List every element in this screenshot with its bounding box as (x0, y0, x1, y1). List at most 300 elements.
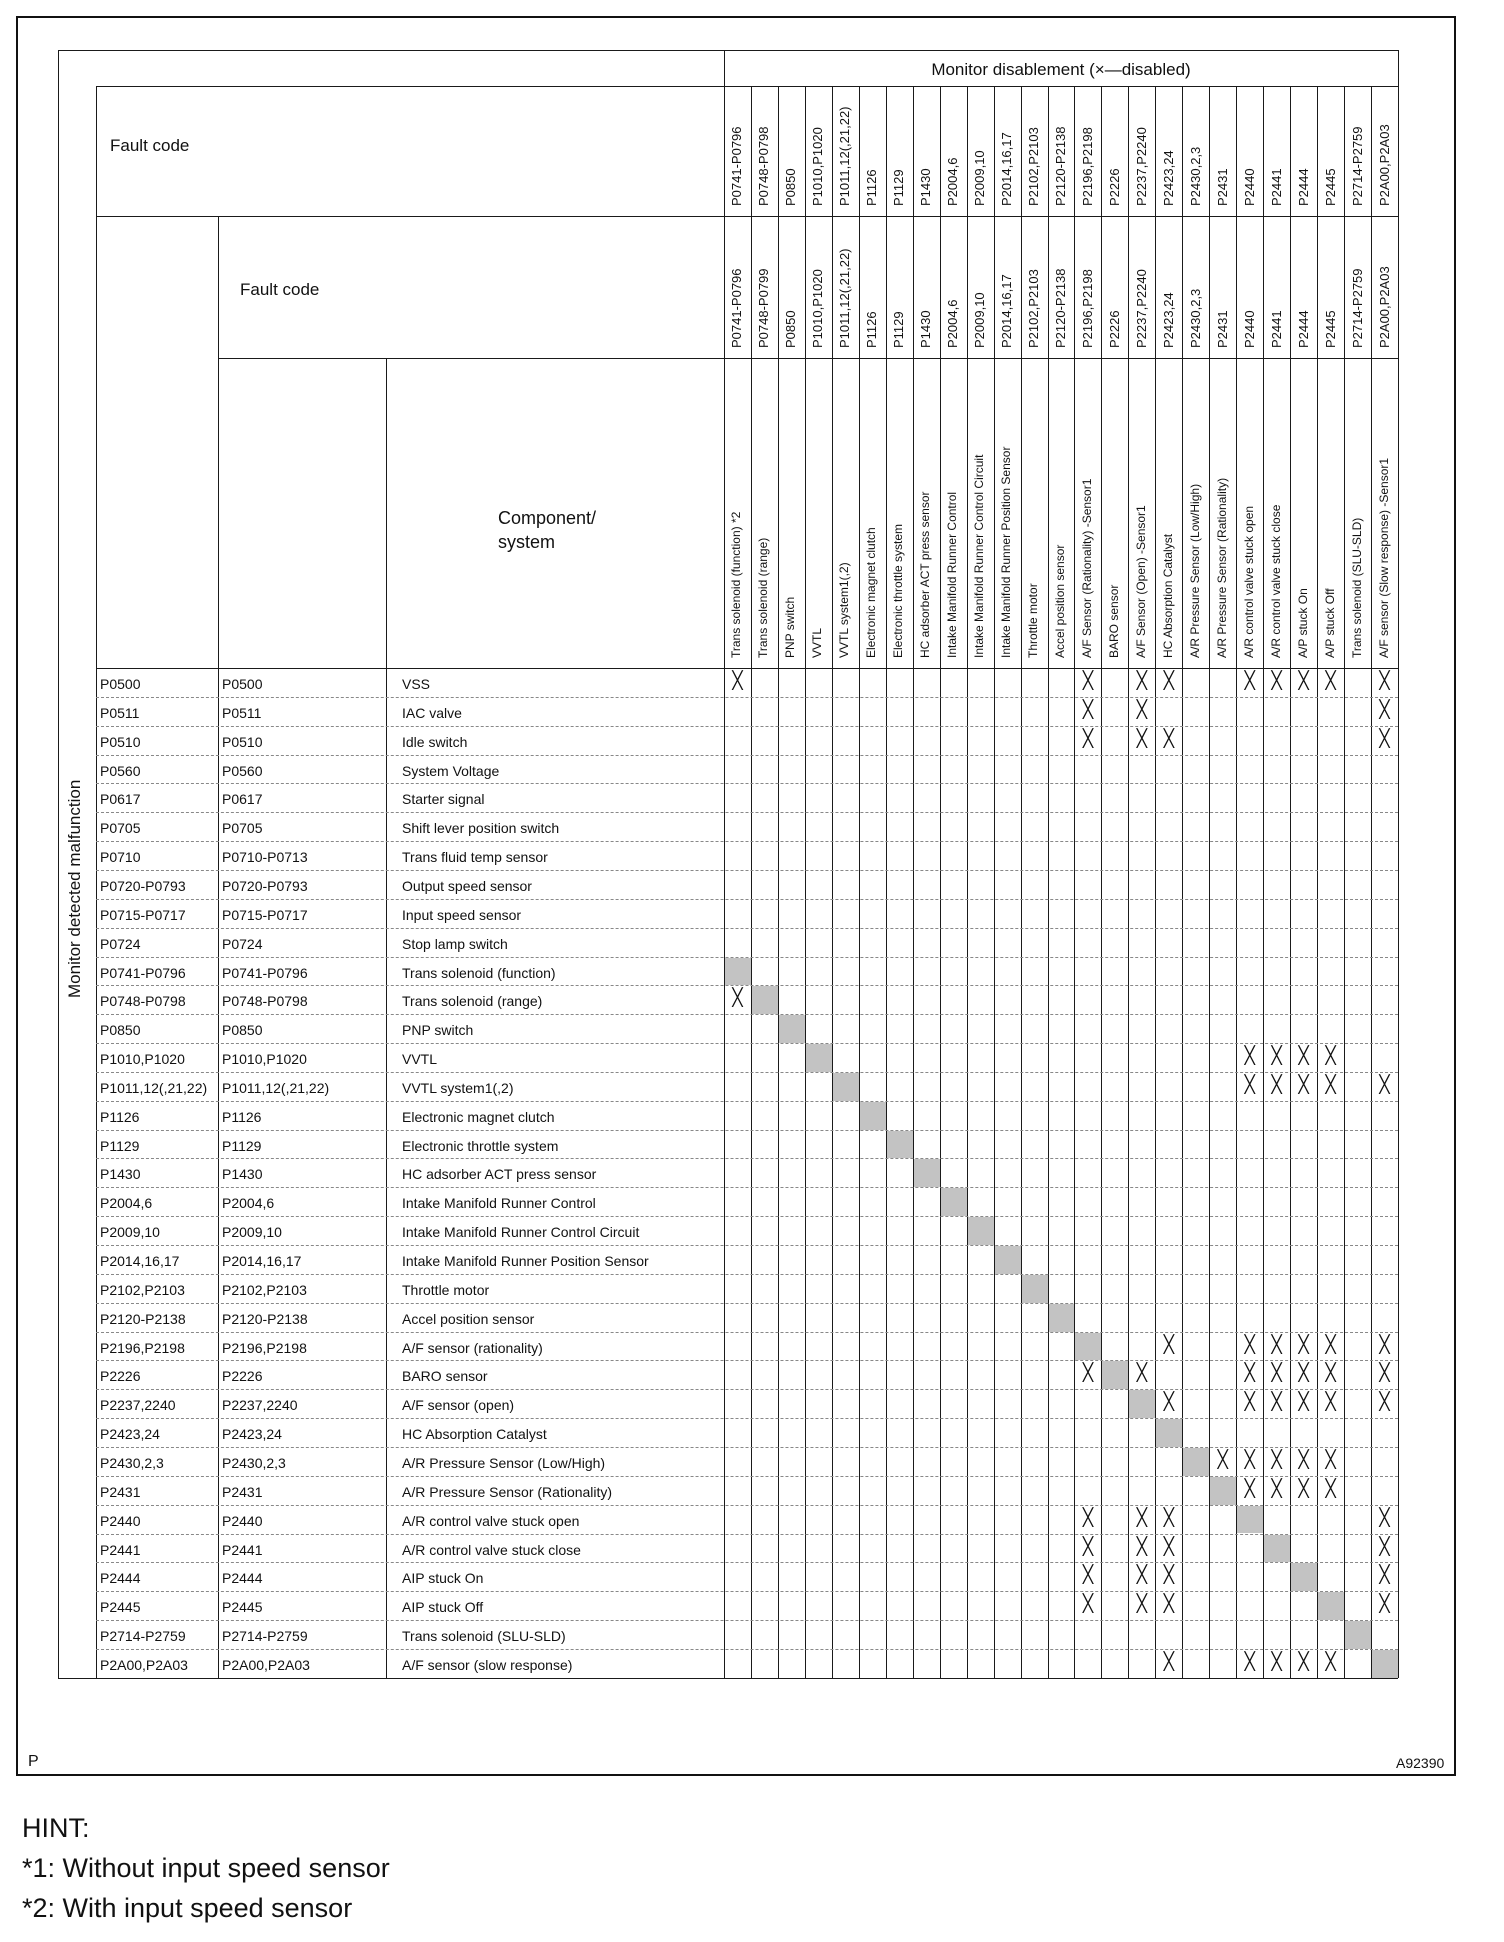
matrix-col-line (940, 86, 941, 1678)
column-code2-8: P1430 (918, 310, 934, 348)
row-code: P2445 (100, 1599, 141, 1616)
column-code-5: P1011,12(,21,22) (837, 106, 853, 206)
column-code2-18: P2430,2,3 (1187, 288, 1203, 348)
row-system: A/F sensor (rationality) (402, 1339, 543, 1356)
row-code: P2237,2240 (100, 1397, 176, 1414)
row-line (96, 1562, 1398, 1563)
column-system-21: A/R control valve stuck close (1268, 504, 1283, 658)
disabled-mark: ╳ (1271, 1334, 1282, 1354)
disabled-mark: ╳ (1298, 1478, 1309, 1498)
row-system: BARO sensor (402, 1368, 488, 1385)
disabled-mark: ╳ (1244, 1334, 1255, 1354)
disabled-mark: ╳ (1136, 728, 1147, 748)
row-code-2: P2714-P2759 (222, 1628, 308, 1645)
row-code-2: P2440 (222, 1512, 263, 1529)
column-code2-3: P0850 (783, 310, 799, 348)
row-system: Trans solenoid (function) (402, 964, 556, 981)
column-code2-22: P2444 (1295, 310, 1311, 348)
row-code: P0560 (100, 762, 141, 779)
column-code2-5: P1011,12(,21,22) (837, 248, 853, 348)
diagonal-shade-cell (995, 1246, 1021, 1274)
row-code-2: P0748-P0798 (222, 993, 308, 1010)
row-code-2: P2444 (222, 1570, 263, 1587)
table-left-border (58, 50, 59, 1678)
disabled-mark: ╳ (1379, 1392, 1390, 1412)
matrix-col-line (1048, 86, 1049, 1678)
row-system: System Voltage (402, 762, 500, 779)
matrix-col-line (832, 86, 833, 1678)
row-code-2: P2430,2,3 (222, 1454, 286, 1471)
column-code2-24: P2714-P2759 (1349, 268, 1365, 348)
row-line (96, 985, 1398, 986)
fault-code-top-border (96, 86, 724, 87)
disabled-mark: ╳ (732, 671, 743, 690)
disabled-mark: ╳ (1244, 1478, 1255, 1498)
row-code-2: P2A00,P2A03 (222, 1656, 310, 1673)
row-code-2: P2004,6 (222, 1195, 275, 1212)
disabled-mark: ╳ (1136, 1565, 1147, 1585)
monitor-disablement-title: Monitor disablement (×—disabled) (931, 60, 1191, 79)
table-right-border (1398, 50, 1399, 1678)
diagonal-shade-cell (941, 1188, 967, 1216)
row-code: P2102,P2103 (100, 1281, 185, 1298)
disabled-mark: ╳ (1298, 1651, 1309, 1671)
row-code-2: P2431 (222, 1483, 263, 1500)
column-system-2: Trans solenoid (range) (756, 537, 771, 658)
column-code2-21: P2441 (1268, 310, 1284, 348)
matrix-col-line (751, 86, 752, 1678)
row-line (96, 755, 1398, 756)
row-system: PNP switch (402, 1022, 474, 1039)
row-code: P1011,12(,21,22) (100, 1079, 208, 1096)
disabled-mark: ╳ (1325, 1046, 1336, 1066)
matrix-col-line (1209, 86, 1210, 1678)
column-system-8: HC adsorber ACT press sensor (918, 491, 933, 658)
row-code: P1430 (100, 1166, 141, 1183)
column-code2-6: P1126 (864, 311, 880, 348)
row-line (96, 726, 1398, 727)
disabled-mark: ╳ (1244, 1392, 1255, 1412)
row-system: A/R control valve stuck close (402, 1541, 581, 1558)
row-system: AIP stuck Off (402, 1599, 484, 1616)
column-code2-17: P2423,24 (1160, 292, 1176, 348)
disabled-mark: ╳ (1244, 1046, 1255, 1066)
disabled-mark: ╳ (1082, 699, 1094, 719)
row-line (96, 1505, 1398, 1506)
matrix-col-line (1371, 86, 1372, 1678)
row-line (96, 697, 1398, 698)
row-code: P2441 (100, 1541, 141, 1558)
disabled-mark: ╳ (1271, 1363, 1282, 1383)
row-system: A/F sensor (slow response) (402, 1656, 573, 1673)
diagonal-shade-cell (806, 1044, 832, 1072)
diagonal-shade-cell (833, 1073, 859, 1101)
column-code-20: P2440 (1241, 168, 1257, 206)
disabled-mark: ╳ (1163, 1392, 1174, 1412)
column-code2-12: P2102,P2103 (1026, 269, 1042, 348)
disabled-mark: ╳ (1136, 1363, 1147, 1383)
matrix-col-line (1344, 86, 1345, 1678)
row-code-2: P2445 (222, 1599, 263, 1616)
diagonal-shade-cell (1210, 1477, 1236, 1505)
matrix-col-line (1182, 86, 1183, 1678)
row-line (96, 1389, 1398, 1390)
disabled-mark: ╳ (1325, 1334, 1336, 1354)
row-system: Idle switch (402, 733, 468, 750)
column-code-13: P2120-P2138 (1053, 126, 1068, 206)
row-line (96, 1476, 1398, 1477)
disabled-mark: ╳ (1379, 728, 1390, 748)
column-code-18: P2430,2,3 (1187, 146, 1203, 206)
disabled-mark: ╳ (1379, 1536, 1390, 1556)
row-system: Throttle motor (402, 1281, 490, 1298)
row-code: P0511 (100, 704, 140, 721)
row-line (96, 1649, 1398, 1650)
disabled-mark: ╳ (1298, 1074, 1309, 1094)
column-code-8: P1430 (918, 168, 934, 206)
row-line (96, 1216, 1398, 1217)
column-code-21: P2441 (1268, 168, 1284, 206)
diagonal-shade-cell (1237, 1506, 1263, 1534)
row-code-2: P0850 (222, 1022, 263, 1039)
disabled-mark: ╳ (1379, 1507, 1390, 1527)
column-system-6: Electronic magnet clutch (864, 527, 879, 658)
row-code-2: P2423,24 (222, 1426, 282, 1443)
row-code: P0500 (100, 676, 141, 692)
diagonal-shade-cell (752, 986, 778, 1014)
disabled-mark: ╳ (1082, 671, 1094, 690)
disabled-mark: ╳ (1244, 1074, 1255, 1094)
row-line (96, 1072, 1398, 1073)
disabled-mark: ╳ (1271, 1392, 1282, 1412)
row-line (96, 870, 1398, 871)
title-row-border (724, 86, 1398, 87)
disabled-mark: ╳ (1163, 1594, 1174, 1614)
row-code-2: P2196,P2198 (222, 1339, 307, 1356)
column-code-23: P2445 (1322, 168, 1338, 206)
disabled-mark: ╳ (1271, 1046, 1282, 1066)
row-code: P2423,24 (100, 1426, 160, 1443)
column-code-24: P2714-P2759 (1349, 126, 1365, 206)
hint-line-1: *1: Without input speed sensor (22, 1853, 390, 1883)
disabled-mark: ╳ (1271, 1449, 1282, 1469)
diagonal-shade-cell (1318, 1592, 1344, 1620)
column-code-11: P2014,16,17 (999, 132, 1015, 206)
matrix-col-line (886, 86, 887, 1678)
diagonal-shade-cell (887, 1131, 913, 1159)
matrix-col-line (859, 86, 860, 1678)
row-system: Intake Manifold Runner Control Circuit (402, 1224, 640, 1241)
row-code-2: P2014,16,17 (222, 1253, 302, 1269)
hint-block (22, 1808, 390, 1928)
code-row-border (96, 216, 1398, 217)
hint-title: HINT: (22, 1813, 90, 1843)
matrix-col-line (1021, 86, 1022, 1678)
column-system-18: A/R Pressure Sensor (Low/High) (1187, 483, 1202, 658)
column-system-19: A/R Pressure Sensor (Rationality) (1214, 477, 1229, 658)
row-line (96, 1418, 1398, 1419)
column-code2-14: P2196,P2198 (1079, 269, 1095, 348)
row-system: Shift lever position switch (402, 820, 560, 837)
diagonal-shade-cell (1183, 1448, 1209, 1476)
column-system-7: Electronic throttle system (891, 523, 906, 658)
column-system-10: Intake Manifold Runner Control Circuit (972, 454, 987, 658)
column-code2-4: P1010,P1020 (810, 269, 826, 348)
table-bottom-border (58, 1678, 1398, 1679)
row-code-2: P1011,12(,21,22) (222, 1079, 330, 1096)
disabled-mark: ╳ (1379, 671, 1390, 690)
disabled-mark: ╳ (1163, 1536, 1174, 1556)
table-top-border (58, 50, 1398, 51)
column-system-1: Trans solenoid (function) *2 (729, 511, 744, 658)
row-code-2: P0720-P0793 (222, 877, 308, 894)
disabled-mark: ╳ (1325, 1363, 1336, 1383)
row-code: P0715-P0717 (100, 906, 186, 923)
matrix-col-line (724, 86, 725, 1678)
diagonal-shade-cell (860, 1102, 886, 1130)
fault-code-header: Fault code (110, 136, 190, 155)
matrix-col-line (1263, 86, 1264, 1678)
row-line (96, 1158, 1398, 1159)
disabled-mark: ╳ (1325, 1449, 1336, 1469)
column-system-16: A/F Sensor (Open) -Sensor1 (1133, 505, 1148, 658)
disabled-mark: ╳ (1136, 1507, 1147, 1527)
row-code-2: P0500 (222, 676, 263, 692)
row-system: Trans solenoid (range) (402, 993, 543, 1010)
row-system: Trans solenoid (SLU-SLD) (402, 1628, 566, 1645)
row-code: P0724 (100, 935, 141, 952)
diagonal-shade-cell (1049, 1304, 1075, 1332)
row-system: Input speed sensor (402, 906, 522, 923)
disabled-mark: ╳ (1082, 1363, 1094, 1383)
row-system: Stop lamp switch (402, 935, 508, 952)
row-code: P2431 (100, 1483, 141, 1500)
disabled-mark: ╳ (1163, 1565, 1174, 1585)
column-code2-15: P2226 (1106, 310, 1122, 348)
row-system: VVTL system1(,2) (402, 1079, 514, 1096)
disabled-mark: ╳ (1163, 1507, 1174, 1527)
column-code2-20: P2440 (1241, 310, 1257, 348)
row-code-2: P0724 (222, 935, 263, 952)
column-code-14: P2196,P2198 (1079, 127, 1095, 206)
column-system-23: A/P stuck Off (1322, 588, 1337, 658)
disabled-mark: ╳ (1298, 1449, 1309, 1469)
diagonal-shade-cell (1291, 1563, 1317, 1591)
disabled-mark: ╳ (1082, 728, 1094, 748)
row-line (96, 812, 1398, 813)
col1-border (96, 86, 97, 1678)
disabled-mark: ╳ (1325, 1478, 1336, 1498)
corner-label-left: P (28, 1753, 39, 1770)
row-system: AIP stuck On (402, 1570, 484, 1587)
row-line (96, 1360, 1398, 1361)
column-code-1: P0741-P0796 (729, 126, 745, 206)
row-code-2: P0617 (222, 791, 263, 808)
matrix-col-line (1317, 86, 1318, 1678)
disabled-mark: ╳ (1298, 1363, 1309, 1383)
column-code-3: P0850 (783, 168, 799, 206)
row-system: Output speed sensor (402, 877, 532, 894)
monitor-detected-malfunction-label: Monitor detected malfunction (65, 779, 84, 998)
matrix-col-line (1074, 86, 1075, 1678)
disabled-mark: ╳ (1136, 671, 1147, 690)
column-code-10: P2009,10 (972, 150, 988, 206)
disabled-mark: ╳ (732, 988, 743, 1008)
disabled-mark: ╳ (1325, 1074, 1336, 1094)
column-code-9: P2004,6 (945, 157, 961, 206)
column-code-15: P2226 (1106, 168, 1122, 206)
row-system: A/R Pressure Sensor (Low/High) (402, 1454, 606, 1471)
column-code2-23: P2445 (1322, 310, 1338, 348)
disabled-mark: ╳ (1379, 1363, 1390, 1383)
disabled-mark: ╳ (1082, 1536, 1094, 1556)
disabled-mark: ╳ (1163, 728, 1174, 748)
disabled-mark: ╳ (1298, 1046, 1309, 1066)
column-code-12: P2102,P2103 (1026, 127, 1042, 206)
row-code-2: P0705 (222, 820, 263, 837)
matrix-col-line (778, 86, 779, 1678)
row-code: P1010,P1020 (100, 1051, 185, 1068)
column-code-7: P1129 (891, 169, 907, 206)
row-line (96, 1187, 1398, 1188)
disabled-mark: ╳ (1379, 1074, 1390, 1094)
figure-id: A92390 (1396, 1755, 1445, 1771)
disabled-mark: ╳ (1163, 1334, 1174, 1354)
row-code-2: P2009,10 (222, 1224, 282, 1241)
disabled-mark: ╳ (1271, 671, 1282, 690)
column-system-12: Throttle motor (1026, 583, 1041, 658)
disabled-mark: ╳ (1244, 1363, 1255, 1383)
row-line (96, 1332, 1398, 1333)
row-line (96, 1043, 1398, 1044)
row-line (96, 1591, 1398, 1592)
row-code-2: P2441 (222, 1541, 263, 1558)
row-code: P0710 (100, 849, 141, 866)
column-system-13: Accel position sensor (1053, 544, 1067, 658)
disabled-mark: ╳ (1325, 1392, 1336, 1412)
row-code: P2226 (100, 1368, 141, 1385)
row-code: P2430,2,3 (100, 1454, 164, 1471)
row-system: Intake Manifold Runner Control (402, 1195, 596, 1212)
disabled-mark: ╳ (1244, 671, 1255, 690)
diagonal-shade-cell (1345, 1621, 1371, 1649)
row-code: P2004,6 (100, 1195, 153, 1212)
row-code: P2444 (100, 1570, 141, 1587)
disabled-mark: ╳ (1136, 699, 1147, 719)
column-system-9: Intake Manifold Runner Control (945, 491, 960, 658)
column-code-22: P2444 (1295, 168, 1311, 206)
row-system: HC adsorber ACT press sensor (402, 1166, 597, 1183)
disabled-mark: ╳ (1325, 671, 1336, 690)
hint-line-2: *2: With input speed sensor (22, 1893, 353, 1923)
matrix-col-line (913, 86, 914, 1678)
row-code-2: P0715-P0717 (222, 906, 308, 923)
column-code-6: P1126 (864, 169, 880, 206)
disabled-mark: ╳ (1136, 1536, 1147, 1556)
diagonal-shade-cell (1075, 1333, 1101, 1361)
row-line (96, 1014, 1398, 1015)
row-code: P2A00,P2A03 (100, 1656, 188, 1673)
column-code2-1: P0741-P0796 (729, 268, 745, 348)
disabled-mark: ╳ (1082, 1507, 1094, 1527)
disabled-mark: ╳ (1136, 1594, 1147, 1614)
column-code2-13: P2120-P2138 (1053, 268, 1068, 348)
column-system-11: Intake Manifold Runner Position Sensor (999, 446, 1014, 658)
matrix-col-line (1236, 86, 1237, 1678)
row-line (96, 928, 1398, 929)
row-line (96, 1101, 1398, 1102)
row-system: Accel position sensor (402, 1310, 535, 1327)
row-system: Electronic throttle system (402, 1137, 559, 1154)
disabled-mark: ╳ (1082, 1565, 1094, 1585)
disabled-mark: ╳ (1298, 671, 1309, 690)
row-line (96, 899, 1398, 900)
row-code: P0850 (100, 1022, 141, 1039)
matrix-col-line (1290, 86, 1291, 1678)
row-code: P2196,P2198 (100, 1339, 185, 1356)
disabled-mark: ╳ (1298, 1392, 1309, 1412)
disabled-mark: ╳ (1325, 1651, 1336, 1671)
row-system: VVTL (402, 1051, 438, 1068)
row-system: Electronic magnet clutch (402, 1108, 555, 1125)
disabled-mark: ╳ (1271, 1651, 1282, 1671)
component-system-header: Component/ system (498, 508, 597, 552)
row-line (96, 1303, 1398, 1304)
column-system-25: A/F sensor (Slow response) -Sensor1 (1376, 457, 1391, 658)
row-line (96, 1130, 1398, 1131)
disabled-mark: ╳ (1217, 1449, 1228, 1469)
row-code-2: P2102,P2103 (222, 1281, 307, 1298)
column-code-16: P2237,P2240 (1133, 127, 1149, 206)
row-code: P0705 (100, 820, 141, 837)
disabled-mark: ╳ (1298, 1334, 1309, 1354)
row-code: P2014,16,17 (100, 1253, 180, 1269)
row-system: A/F sensor (open) (402, 1397, 515, 1414)
diagonal-shade-cell (1156, 1419, 1182, 1447)
diagram-frame (16, 16, 1456, 1776)
row-code-2: P0710-P0713 (222, 849, 308, 866)
row-system: IAC valve (402, 704, 462, 721)
row-code: P2009,10 (100, 1224, 160, 1241)
row-code-2: P1010,P1020 (222, 1051, 307, 1068)
row-code: P0748-P0798 (100, 993, 186, 1010)
row-line (96, 1620, 1398, 1621)
column-system-22: A/P stuck On (1295, 588, 1310, 658)
column-code2-16: P2237,P2240 (1133, 269, 1149, 348)
row-code-2: P2237,2240 (222, 1397, 298, 1414)
row-code: P2440 (100, 1512, 141, 1529)
column-system-15: BARO sensor (1106, 584, 1121, 658)
row-code: P1126 (100, 1108, 140, 1125)
column-code2-11: P2014,16,17 (999, 274, 1015, 348)
row-line (96, 783, 1398, 784)
row-code-2: P2226 (222, 1368, 263, 1385)
row-code-2: P0510 (222, 733, 263, 750)
row-line (96, 1245, 1398, 1246)
diagonal-shade-cell (1264, 1535, 1290, 1563)
diagonal-shade-cell (1102, 1361, 1128, 1389)
matrix-col-line (1101, 86, 1102, 1678)
row-code: P0741-P0796 (100, 964, 186, 981)
row-code-2: P1129 (222, 1137, 262, 1154)
diagonal-shade-cell (1372, 1650, 1398, 1678)
row-line (96, 1274, 1398, 1275)
row-code-2: P0511 (222, 704, 262, 721)
row-code-2: P0741-P0796 (222, 964, 308, 981)
diagonal-shade-cell (779, 1015, 805, 1043)
disabled-mark: ╳ (1244, 1449, 1255, 1469)
diagonal-shade-cell (1022, 1275, 1048, 1303)
